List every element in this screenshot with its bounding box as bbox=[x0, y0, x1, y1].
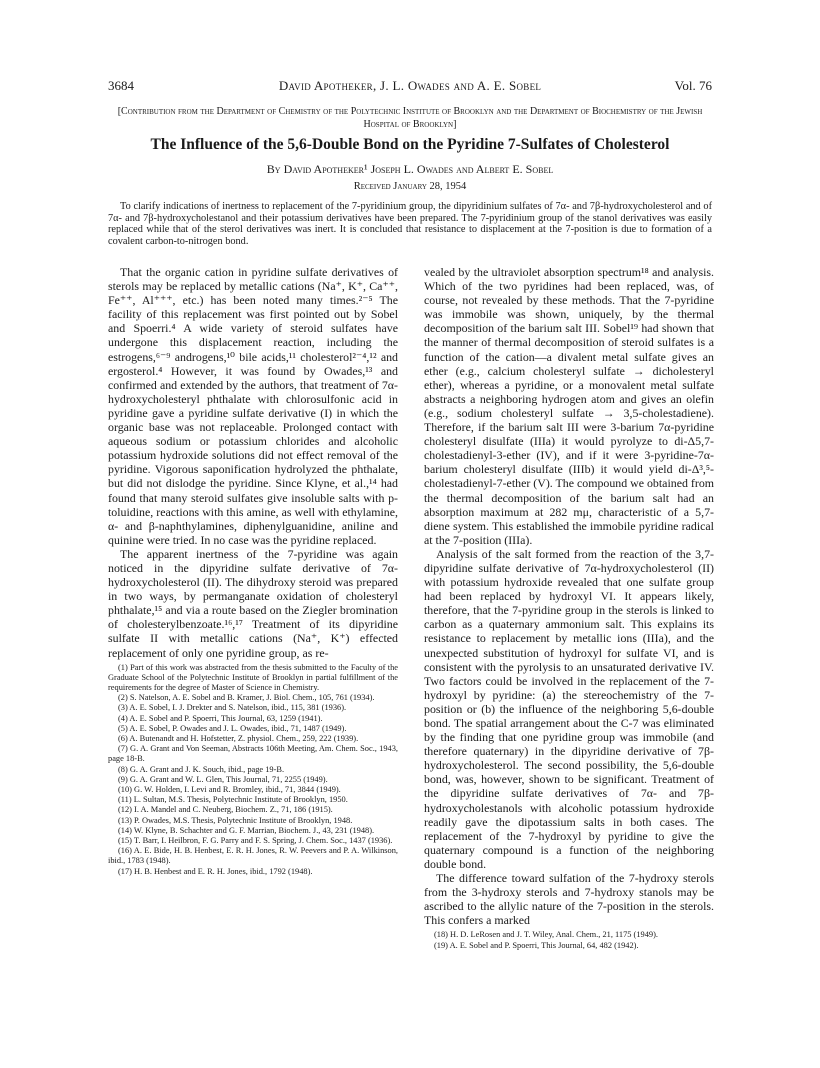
right-column bbox=[424, 265, 714, 1037]
received-date: Received January 28, 1954 bbox=[353, 181, 467, 192]
footnote: (11) L. Sultan, M.S. Thesis, Polytechnic Institute of Brooklyn, 1950. bbox=[118, 795, 348, 805]
footnote: (2) S. Natelson, A. E. Sobel and B. Kramer, J. Biol. Chem., 105, 761 (1934). bbox=[118, 693, 375, 703]
footnote: (3) A. E. Sobel, I. J. Drekter and S. Natelson, ibid., 115, 381 (1936). bbox=[118, 703, 347, 713]
footnote: (17) H. B. Henbest and E. R. H. Jones, ibid., 1792 (1948). bbox=[118, 866, 313, 876]
abstract bbox=[108, 201, 712, 247]
running-header bbox=[108, 78, 712, 98]
paragraph: The difference toward sulfation of the 7-hydroxy sterols from the 3-hydroxy sterols and 7-hydroxy stanols may be ascribed to the allylic nature of the 7-position in the sterols. This confers a marked bbox=[424, 871, 714, 928]
volume-number: Vol. 76 bbox=[674, 78, 712, 93]
footnote: (18) H. D. LeRosen and J. T. Wiley, Anal. Chem., 21, 1175 (1949). bbox=[434, 930, 658, 940]
page-number: 3684 bbox=[108, 78, 134, 93]
left-column bbox=[108, 265, 398, 1037]
footnote: (9) G. A. Grant and W. L. Glen, This Journal, 71, 2255 (1949). bbox=[118, 774, 328, 784]
footnote: (15) T. Barr, I. Heilbron, F. G. Parry and F. S. Spring, J. Chem. Soc., 1437 (1936). bbox=[118, 836, 393, 846]
article-title: The Influence of the 5,6-Double Bond on the Pyridine 7-Sulfates of Cholesterol bbox=[150, 136, 670, 153]
footnote: (8) G. A. Grant and J. K. Souch, ibid., page 19-B. bbox=[118, 764, 285, 774]
footnote: (12) I. A. Mandel and C. Neuberg, Biochem. Z., 71, 186 (1915). bbox=[118, 805, 333, 815]
paragraph: That the organic cation in pyridine sulfate derivatives of sterols may be replaced by metallic cations (Na⁺, K⁺, Ca⁺⁺, Fe⁺⁺, Al⁺⁺⁺, etc.) has been noted many times.²⁻⁵ The facility of this replacement was first pointed out by Sobel and Spoerri.⁴ A wide variety of steroid sulfates have undergone this displacement reaction, including the estrogens,⁶⁻⁹ androgens,¹⁰ bile acids,¹¹ cholesterol²⁻⁴,¹² and ergosterol.⁴ However, it was found by Owades,¹³ and confirmed and extended by the authors, that treatment of 7α-hydroxycholesteryl phthalate with chlorosulfonic acid in pyridine gave a pyridine sulfate derivative (I) in which the organic base was not replaceable. Prolonged contact with aqueous sodium or potassium chlorides and alcoholic potassium hydroxide solutions did not effect removal of the pyridine. Vigorous saponification hydrolyzed the phthalate, but did not dislodge the pyridine. Since Klyne, et al.,¹⁴ had found that many steroid sulfates give insoluble salts with p-toluidine, reactions with this amine, as well with ethylamine, α- and β-naphthylamines, diphenylguanidine, aniline and quinine were tried. In no case was the pyridine replaced. bbox=[108, 265, 398, 547]
footnote: (16) A. E. Bide, H. B. Henbest, E. R. H. Jones, R. W. Peevers and P. A. Wilkinson, ibid., 1783 (1948). bbox=[108, 846, 398, 866]
footnote: (7) G. A. Grant and Von Seeman, Abstracts 106th Meeting, Am. Chem. Soc., 1943, page 18-B. bbox=[108, 744, 398, 764]
byline: By David Apotheker¹ Joseph L. Owades and Albert E. Sobel bbox=[266, 162, 554, 176]
footnote: (5) A. E. Sobel, P. Owades and J. L. Owades, ibid., 71, 1487 (1949). bbox=[118, 723, 347, 733]
footnote: (19) A. E. Sobel and P. Spoerri, This Journal, 64, 482 (1942). bbox=[434, 940, 639, 950]
running-authors: David Apotheker, J. L. Owades and A. E. Sobel bbox=[278, 78, 542, 93]
contribution-note: [Contribution from the Department of Chemistry of the Polytechnic Institute of Brooklyn and the Department of Biochemistry of the Jewish Hospital of Brooklyn] bbox=[117, 106, 703, 130]
paragraph: The apparent inertness of the 7-pyridine was again noticed in the dipyridine sulfate derivative of 7α-hydroxycholesterol (II). The dihydroxy steroid was prepared in two ways, by permanganate oxidation of cholesteryl phthalate,¹⁵ and via a route based on the Ziegler bromination of cholesterylbenzoate.¹⁶,¹⁷ Treatment of its dipyridine sulfate II with metallic cations (Na⁺, K⁺) effected replacement of only one pyridine group, as re- bbox=[108, 546, 398, 660]
left-body bbox=[108, 265, 398, 660]
paragraph: vealed by the ultraviolet absorption spectrum¹⁸ and analysis. Which of the two pyridines had been replaced, was, of course, not revealed by these methods. That the 7-pyridine was immobile was shown, uniquely, by the thermal decomposition of the barium salt III. Sobel¹⁹ had shown that the manner of thermal decomposition of steroid sulfates is a function of the cation—a divalent metal sulfate gives an ether (e.g., calcium cholesteryl sulfate → dicholesteryl ether), whereas a pyridine, or a monovalent metal sulfate abstracts a neighboring hydrogen atom and gives an olefin (e.g., sodium cholesteryl sulfate → 3,5-cholestadiene). Therefore, if the barium salt III were 3-barium 7α-pyridine cholesteryl disulfate (IIIa) it would pyrolyze to di-Δ5,7-cholestadienyl-3-ether (IV), and if it were 3-pyridine-7α-barium cholesteryl disulfate (IIIb) it would yield di-Δ³,⁵-cholestadienyl-7-ether (V). The compound we obtained from the thermal decomposition of the barium salt had an absorption maximum at 282 mμ, characteristic of a 5,7-diene system. This established the immobile pyridine radical at the 7-position (IIIa). bbox=[424, 265, 714, 547]
right-footnotes bbox=[424, 930, 714, 950]
footnote: (1) Part of this work was abstracted from the thesis submitted to the Faculty of the Graduate School of the Polytechnic Institute of Brooklyn in partial fulfillment of the requirements for the degree of Master of Science in Chemistry. bbox=[108, 662, 398, 693]
footnote: (6) A. Butenandt and H. Hofstetter, Z. physiol. Chem., 259, 222 (1939). bbox=[118, 734, 359, 744]
abstract-text: To clarify indications of inertness to replacement of the 7-pyridinium group, the dipyridinium sulfates of 7α- and 7β-hydroxycholesterol and of 7α- and 7β-hydroxycholestanol and their potassium derivatives have been prepared. The 7-pyridinium group of the stanol derivatives was easily replaced while that of the sterol derivatives was inert. It is concluded that resistance to displacement at the 7-position is due to formation of a covalent carbon-to-nitrogen bond. bbox=[108, 201, 712, 247]
footnote: (10) G. W. Holden, I. Levi and R. Bromley, ibid., 71, 3844 (1949). bbox=[118, 785, 341, 795]
footnote: (4) A. E. Sobel and P. Spoerri, This Journal, 63, 1259 (1941). bbox=[118, 713, 323, 723]
footnote: (13) P. Owades, M.S. Thesis, Polytechnic Institute of Brooklyn, 1948. bbox=[118, 815, 353, 825]
footnote: (14) W. Klyne, B. Schachter and G. F. Marrian, Biochem. J., 43, 231 (1948). bbox=[118, 825, 375, 835]
left-footnotes bbox=[108, 663, 398, 877]
right-body bbox=[424, 265, 714, 927]
paragraph: Analysis of the salt formed from the reaction of the 3,7-dipyridine sulfate derivative of 7α-hydroxycholesterol (II) with potassium hydroxide revealed that one sulfate group had been replaced by hydroxyl VI. It appears likely, therefore, that the 7-pyridine group in the sterols is linked to carbon as a quaternary ammonium salt. This explains its resistance to replacement by metallic ions (IIIa), and the unexpected substitution of hydroxyl for sulfate VI, and is consistent with the pyrolysis to an unsaturated derivative IV. Two factors could be involved in the replacement of the 7-hydroxyl by pyridine: (a) the stereochemistry of the 7-position or (b) the influence of the neighboring 5,6-double bond. The spatial arrangement about the C-7 was eliminated by the finding that one pyridine group was immobile (and therefore quaternary) in the dipyridine derivative of 7β-hydroxycholesterol. The second possibility, the 5,6-double bond, was, however, shown to be significant. Treatment of the dipyridine sulfate derivatives of 7α- and 7β-hydroxycholestanols with alcoholic potassium hydroxide readily gave the dipotassium salts in both cases. The replacement of the 7-hydroxyl by pyridine to give the quaternary compound is a function of the neighboring double bond. bbox=[424, 546, 714, 871]
